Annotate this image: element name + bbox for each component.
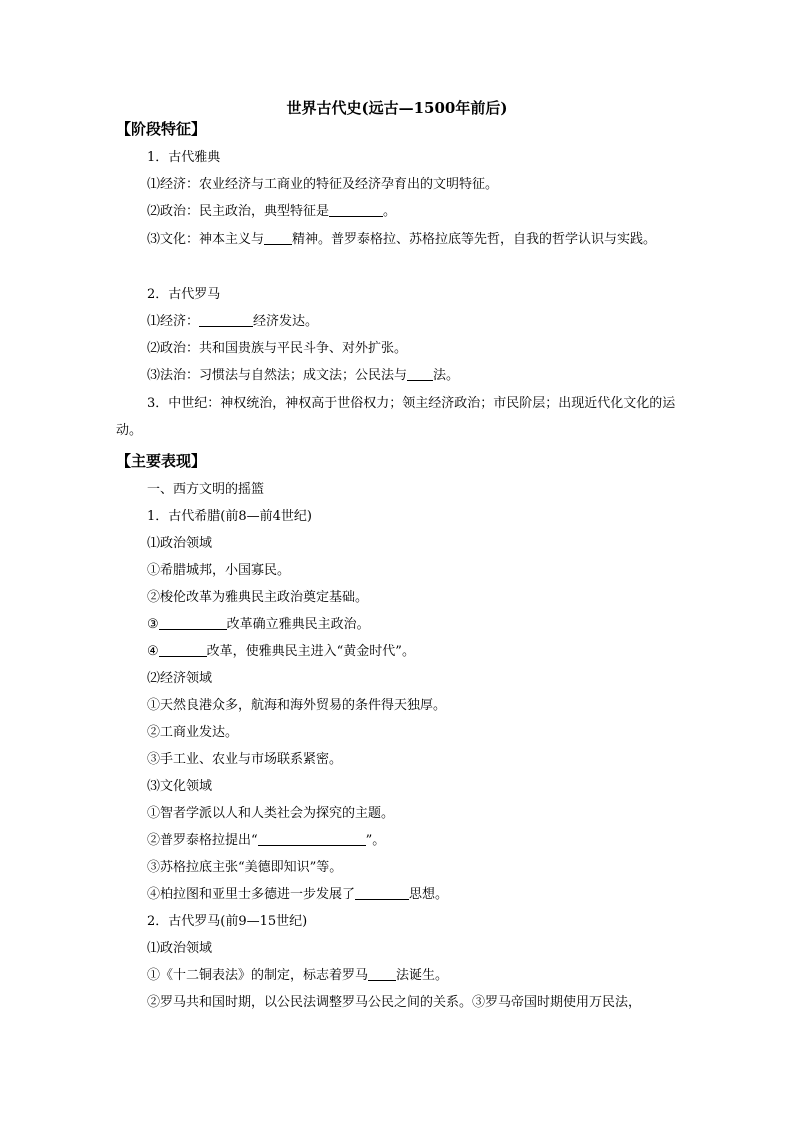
text-line: ③苏格拉底主张“美德即知识”等。: [147, 860, 343, 875]
text-line: 2．古代罗马: [147, 287, 221, 302]
fill-blank[interactable]: [258, 832, 366, 846]
text-line: ①天然良港众多，航海和海外贸易的条件得天独厚。: [147, 698, 447, 713]
fill-blank[interactable]: [368, 967, 396, 981]
text-fragment: 法诞生。: [396, 968, 449, 983]
text-fragment: ④: [147, 644, 159, 659]
fill-blank[interactable]: [329, 203, 383, 217]
text-line: ⑵政治：共和国贵族与平民斗争、对外扩张。: [147, 341, 408, 356]
text-line: ⑴政治领域: [147, 941, 213, 956]
fill-blank[interactable]: [199, 313, 253, 327]
section-heading-stage-features: 【阶段特征】: [116, 120, 207, 138]
text-line: ③手工业、农业与市场联系紧密。: [147, 752, 343, 767]
text-fragment: ⑴经济：: [147, 314, 200, 329]
text-fragment: 精神。普罗泰格拉、苏格拉底等先哲，自我的哲学认识与实践。: [292, 232, 657, 247]
text-line: ⑶文化领域: [147, 779, 213, 794]
fill-blank[interactable]: [264, 231, 292, 245]
text-line: 1．古代雅典: [147, 150, 221, 165]
fill-blank[interactable]: [407, 367, 433, 381]
text-fragment: ②普罗泰格拉提出“: [147, 833, 258, 848]
text-fragment: ①《十二铜表法》的制定，标志着罗马: [147, 968, 369, 983]
section-heading-main-manifestations: 【主要表现】: [116, 452, 207, 470]
text-line: ①希腊城邦，小国寡民。: [147, 563, 291, 578]
text-fragment: 改革确立雅典民主政治。: [226, 617, 370, 632]
text-line: ①智者学派以人和人类社会为探究的主题。: [147, 806, 395, 821]
text-line: [147, 832, 385, 850]
fill-blank[interactable]: [159, 616, 227, 630]
page-title: 世界古代史(远古—1500年前后): [286, 99, 508, 117]
text-paragraph: [116, 226, 681, 253]
text-fragment: ”。: [365, 833, 386, 848]
text-line: ②梭伦改革为雅典民主政治奠定基础。: [147, 590, 369, 605]
text-fragment: ④柏拉图和亚里士多德进一步发展了: [147, 887, 356, 902]
text-line: [147, 616, 370, 634]
text-line: [147, 367, 459, 385]
text-paragraph: 3．中世纪：神权统治，神权高于世俗权力；领主经济政治；市民阶层；出现近代化文化的运动。: [116, 396, 676, 438]
text-fragment: 法。: [433, 368, 460, 383]
text-line: [147, 643, 415, 661]
text-fragment: 改革，使雅典民主进入“黄金时代”。: [206, 644, 415, 659]
text-line: ②工商业发达。: [147, 725, 239, 740]
text-fragment: ⑵政治：民主政治，典型特征是: [147, 204, 330, 219]
text-line: 一、西方文明的摇篮: [147, 482, 265, 497]
text-fragment: ③: [147, 617, 159, 632]
text-fragment: 思想。: [409, 887, 449, 902]
text-line: ⑵经济领域: [147, 671, 213, 686]
fill-blank[interactable]: [159, 643, 207, 657]
text-line: [147, 886, 448, 904]
text-line: [147, 313, 318, 331]
fill-blank[interactable]: [355, 886, 409, 900]
text-line: ⑴经济：农业经济与工商业的特征及经济孕育出的文明特征。: [147, 177, 499, 192]
text-line: ②罗马共和国时期，以公民法调整罗马公民之间的关系。③罗马帝国时期使用万民法，: [147, 995, 642, 1010]
text-line: ⑴政治领域: [147, 536, 213, 551]
text-line: [147, 967, 448, 985]
text-line: [147, 203, 396, 221]
text-line: 2．古代罗马(前9—15世纪): [147, 914, 308, 929]
text-fragment: ⑶法治：习惯法与自然法；成文法；公民法与: [147, 368, 408, 383]
text-line: 1．古代希腊(前8—前4世纪): [147, 509, 312, 524]
text-fragment: 经济发达。: [253, 314, 319, 329]
text-fragment: 。: [383, 204, 397, 219]
text-fragment: ⑶文化：神本主义与: [147, 232, 265, 247]
